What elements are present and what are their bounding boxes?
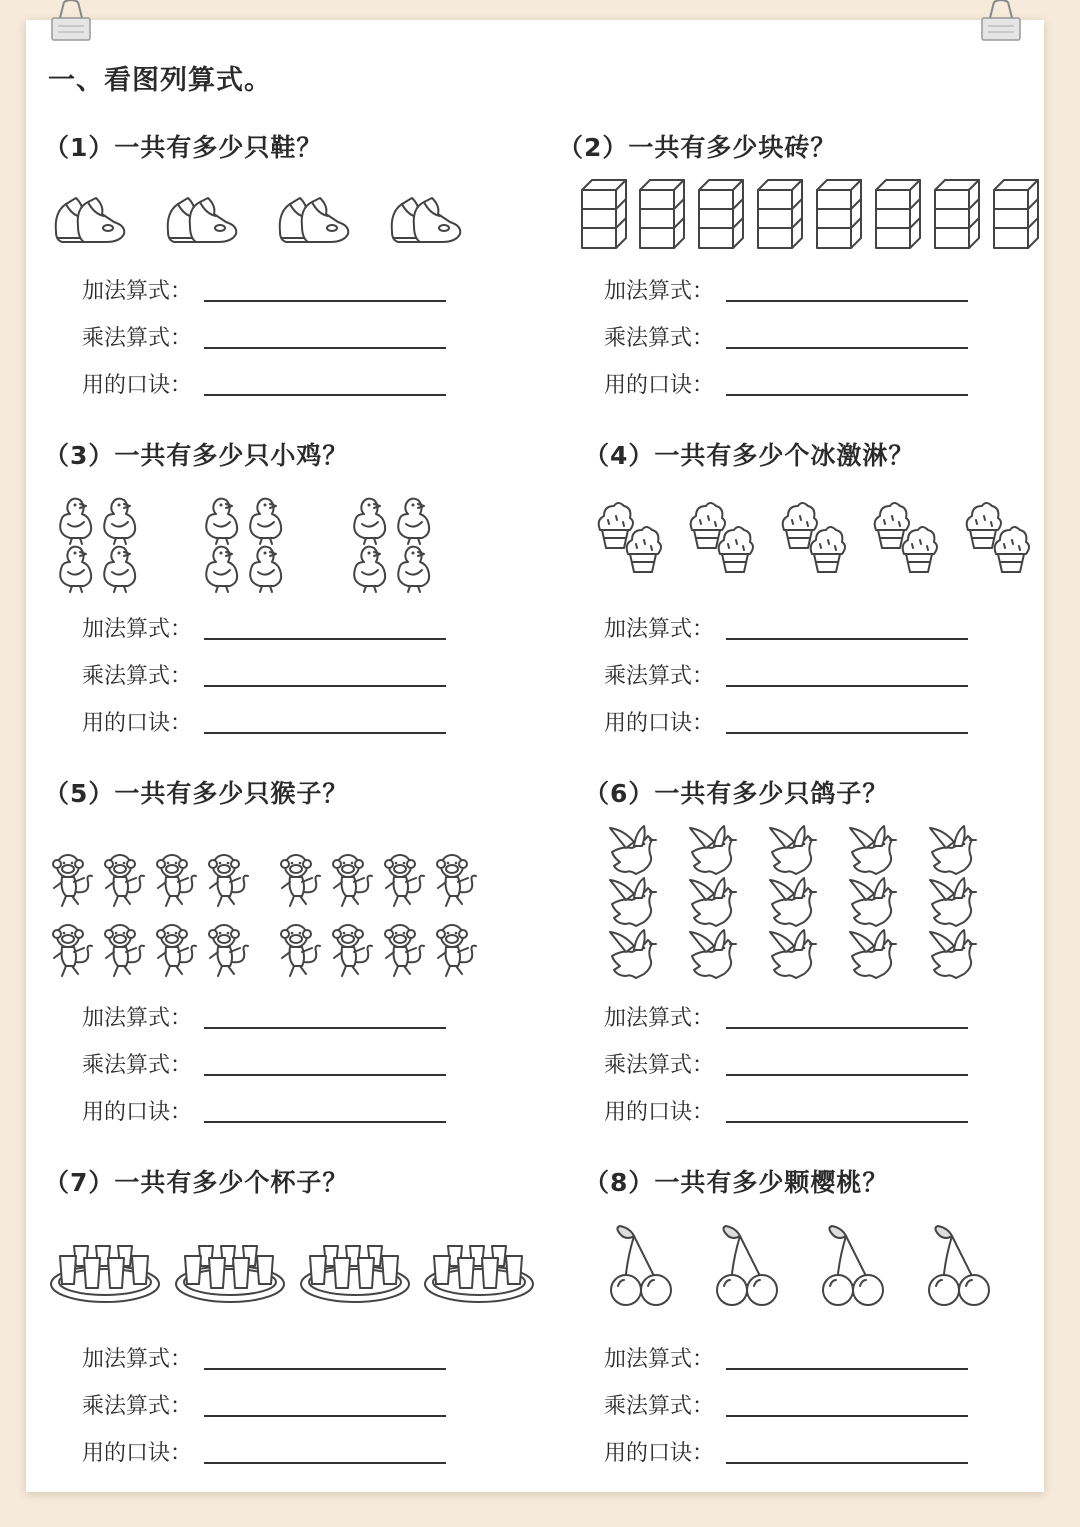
brick-stack-icon bbox=[994, 180, 1038, 248]
cherry-icon bbox=[611, 1226, 671, 1305]
multiplication-answer-blank[interactable] bbox=[726, 685, 968, 687]
rhyme-label: 用的口诀： bbox=[82, 711, 193, 736]
brick-stack-icon bbox=[935, 180, 979, 248]
multiplication-answer-row bbox=[82, 321, 452, 351]
cup-tray-icon bbox=[176, 1246, 284, 1302]
addition-label: 加法算式： bbox=[604, 279, 715, 304]
multiplication-label: 乘法算式： bbox=[82, 326, 193, 351]
ice-cream-icon bbox=[967, 503, 1029, 572]
addition-answer-blank[interactable] bbox=[204, 1027, 446, 1029]
question-4-title: （4）一共有多少个冰激淋？ bbox=[584, 441, 915, 470]
question-3-picture bbox=[54, 494, 444, 594]
multiplication-answer-blank[interactable] bbox=[726, 1074, 968, 1076]
monkey-icon bbox=[53, 855, 92, 906]
addition-label: 加法算式： bbox=[82, 279, 193, 304]
question-7-picture bbox=[50, 1240, 540, 1310]
question-1-title: （1）一共有多少只鞋？ bbox=[44, 133, 323, 162]
rhyme-answer-row bbox=[82, 1436, 452, 1466]
question-6-picture bbox=[608, 826, 988, 982]
shoes-icon bbox=[280, 198, 349, 242]
rhyme-answer-blank[interactable] bbox=[204, 732, 446, 734]
monkey-group bbox=[281, 855, 476, 976]
dove-icon bbox=[610, 826, 656, 874]
multiplication-label: 乘法算式： bbox=[82, 664, 193, 689]
shoes-icon bbox=[392, 198, 461, 242]
multiplication-answer-row bbox=[604, 1048, 974, 1078]
chick-icon bbox=[206, 547, 237, 592]
dove-icon bbox=[850, 930, 896, 978]
rhyme-answer-blank[interactable] bbox=[726, 1462, 968, 1464]
monkey-icon bbox=[281, 925, 320, 976]
rhyme-answer-blank[interactable] bbox=[726, 394, 968, 396]
addition-answer-row bbox=[82, 1342, 452, 1372]
rhyme-answer-blank[interactable] bbox=[726, 732, 968, 734]
ice-cream-icon bbox=[783, 503, 845, 572]
brick-stack-icon bbox=[876, 180, 920, 248]
addition-answer-blank[interactable] bbox=[726, 300, 968, 302]
multiplication-answer-row bbox=[82, 1048, 452, 1078]
monkey-icon bbox=[333, 855, 372, 906]
brick-stack-icon bbox=[758, 180, 802, 248]
monkey-icon bbox=[209, 855, 248, 906]
multiplication-answer-row bbox=[604, 1389, 974, 1419]
addition-label: 加法算式： bbox=[82, 617, 193, 642]
chick-group bbox=[206, 499, 281, 592]
chick-icon bbox=[104, 547, 135, 592]
rhyme-answer-row bbox=[82, 706, 452, 736]
addition-answer-blank[interactable] bbox=[726, 638, 968, 640]
rhyme-answer-blank[interactable] bbox=[726, 1121, 968, 1123]
chick-group bbox=[354, 499, 429, 592]
multiplication-answer-blank[interactable] bbox=[726, 1415, 968, 1417]
addition-answer-row bbox=[604, 1001, 974, 1031]
rhyme-label: 用的口诀： bbox=[604, 1441, 715, 1466]
addition-label: 加法算式： bbox=[82, 1006, 193, 1031]
multiplication-answer-blank[interactable] bbox=[204, 1415, 446, 1417]
brick-stack-icon bbox=[640, 180, 684, 248]
addition-answer-row bbox=[82, 274, 452, 304]
question-6-title: （6）一共有多少只鸽子？ bbox=[584, 779, 889, 808]
chick-icon bbox=[60, 499, 91, 544]
dove-icon bbox=[690, 930, 736, 978]
dove-icon bbox=[690, 826, 736, 874]
question-5-picture bbox=[54, 852, 494, 980]
shoes-icon bbox=[56, 198, 125, 242]
dove-icon bbox=[770, 826, 816, 874]
section-title: 一、看图列算式。 bbox=[48, 65, 272, 96]
addition-label: 加法算式： bbox=[604, 1006, 715, 1031]
rhyme-answer-row bbox=[604, 1436, 974, 1466]
multiplication-answer-blank[interactable] bbox=[204, 685, 446, 687]
dove-icon bbox=[690, 878, 736, 926]
monkey-icon bbox=[209, 925, 248, 976]
addition-answer-row bbox=[604, 1342, 974, 1372]
rhyme-answer-blank[interactable] bbox=[204, 1462, 446, 1464]
cherry-icon bbox=[823, 1226, 883, 1305]
monkey-group bbox=[53, 855, 248, 976]
multiplication-label: 乘法算式： bbox=[82, 1053, 193, 1078]
multiplication-answer-row bbox=[82, 1389, 452, 1419]
cup-tray-icon bbox=[425, 1246, 533, 1302]
cup-tray-icon bbox=[301, 1246, 409, 1302]
dove-icon bbox=[850, 826, 896, 874]
rhyme-answer-row bbox=[82, 1095, 452, 1125]
brick-stack-icon bbox=[817, 180, 861, 248]
multiplication-answer-blank[interactable] bbox=[726, 347, 968, 349]
monkey-icon bbox=[437, 855, 476, 906]
addition-answer-row bbox=[604, 612, 974, 642]
rhyme-label: 用的口诀： bbox=[82, 1100, 193, 1125]
chick-icon bbox=[398, 499, 429, 544]
monkey-icon bbox=[437, 925, 476, 976]
rhyme-answer-row bbox=[604, 368, 974, 398]
question-3-title: （3）一共有多少只小鸡？ bbox=[44, 441, 349, 470]
dove-icon bbox=[930, 878, 976, 926]
dove-icon bbox=[930, 826, 976, 874]
monkey-icon bbox=[105, 855, 144, 906]
rhyme-label: 用的口诀： bbox=[604, 711, 715, 736]
question-5-title: （5）一共有多少只猴子？ bbox=[44, 779, 349, 808]
chick-icon bbox=[250, 547, 281, 592]
addition-answer-blank[interactable] bbox=[204, 638, 446, 640]
binder-clip-icon bbox=[978, 0, 1024, 44]
question-4-picture bbox=[596, 500, 1036, 586]
cherry-icon bbox=[929, 1226, 989, 1305]
monkey-icon bbox=[281, 855, 320, 906]
addition-answer-row bbox=[82, 1001, 452, 1031]
chick-icon bbox=[206, 499, 237, 544]
rhyme-label: 用的口诀： bbox=[604, 1100, 715, 1125]
addition-label: 加法算式： bbox=[604, 617, 715, 642]
question-8-picture bbox=[610, 1226, 1010, 1310]
question-8-title: （8）一共有多少颗樱桃？ bbox=[584, 1168, 889, 1197]
monkey-icon bbox=[53, 925, 92, 976]
question-2-picture bbox=[580, 180, 1045, 252]
cherry-icon bbox=[717, 1226, 777, 1305]
question-2-title: （2）一共有多少块砖？ bbox=[558, 133, 837, 162]
ice-cream-icon bbox=[599, 503, 661, 572]
dove-icon bbox=[770, 930, 816, 978]
multiplication-answer-row bbox=[82, 659, 452, 689]
chick-icon bbox=[398, 547, 429, 592]
addition-answer-blank[interactable] bbox=[726, 1368, 968, 1370]
dove-icon bbox=[930, 930, 976, 978]
chick-icon bbox=[354, 499, 385, 544]
multiplication-answer-row bbox=[604, 321, 974, 351]
dove-icon bbox=[610, 930, 656, 978]
multiplication-label: 乘法算式： bbox=[604, 1053, 715, 1078]
multiplication-answer-blank[interactable] bbox=[204, 347, 446, 349]
chick-icon bbox=[354, 547, 385, 592]
multiplication-label: 乘法算式： bbox=[604, 1394, 715, 1419]
rhyme-answer-row bbox=[82, 368, 452, 398]
multiplication-answer-row bbox=[604, 659, 974, 689]
rhyme-answer-blank[interactable] bbox=[204, 394, 446, 396]
rhyme-label: 用的口诀： bbox=[82, 373, 193, 398]
monkey-icon bbox=[333, 925, 372, 976]
question-7-title: （7）一共有多少个杯子？ bbox=[44, 1168, 349, 1197]
rhyme-answer-blank[interactable] bbox=[204, 1121, 446, 1123]
monkey-icon bbox=[157, 855, 196, 906]
multiplication-label: 乘法算式： bbox=[604, 664, 715, 689]
chick-icon bbox=[60, 547, 91, 592]
dove-icon bbox=[610, 878, 656, 926]
ice-cream-icon bbox=[691, 503, 753, 572]
rhyme-answer-row bbox=[604, 1095, 974, 1125]
addition-answer-blank[interactable] bbox=[204, 1368, 446, 1370]
binder-clip-icon bbox=[48, 0, 94, 44]
addition-answer-row bbox=[82, 612, 452, 642]
addition-answer-blank[interactable] bbox=[726, 1027, 968, 1029]
addition-answer-blank[interactable] bbox=[204, 300, 446, 302]
addition-label: 加法算式： bbox=[604, 1347, 715, 1372]
rhyme-answer-row bbox=[604, 706, 974, 736]
cup-tray-icon bbox=[51, 1246, 159, 1302]
multiplication-answer-blank[interactable] bbox=[204, 1074, 446, 1076]
monkey-icon bbox=[105, 925, 144, 976]
ice-cream-icon bbox=[875, 503, 937, 572]
dove-icon bbox=[770, 878, 816, 926]
dove-icon bbox=[850, 878, 896, 926]
monkey-icon bbox=[385, 925, 424, 976]
rhyme-label: 用的口诀： bbox=[82, 1441, 193, 1466]
addition-label: 加法算式： bbox=[82, 1347, 193, 1372]
monkey-icon bbox=[157, 925, 196, 976]
chick-group bbox=[60, 499, 135, 592]
shoes-icon bbox=[168, 198, 237, 242]
multiplication-label: 乘法算式： bbox=[604, 326, 715, 351]
chick-icon bbox=[250, 499, 281, 544]
brick-stack-icon bbox=[699, 180, 743, 248]
multiplication-label: 乘法算式： bbox=[82, 1394, 193, 1419]
rhyme-label: 用的口诀： bbox=[604, 373, 715, 398]
question-1-picture bbox=[54, 192, 474, 262]
brick-stack-icon bbox=[582, 180, 626, 248]
chick-icon bbox=[104, 499, 135, 544]
addition-answer-row bbox=[604, 274, 974, 304]
monkey-icon bbox=[385, 855, 424, 906]
